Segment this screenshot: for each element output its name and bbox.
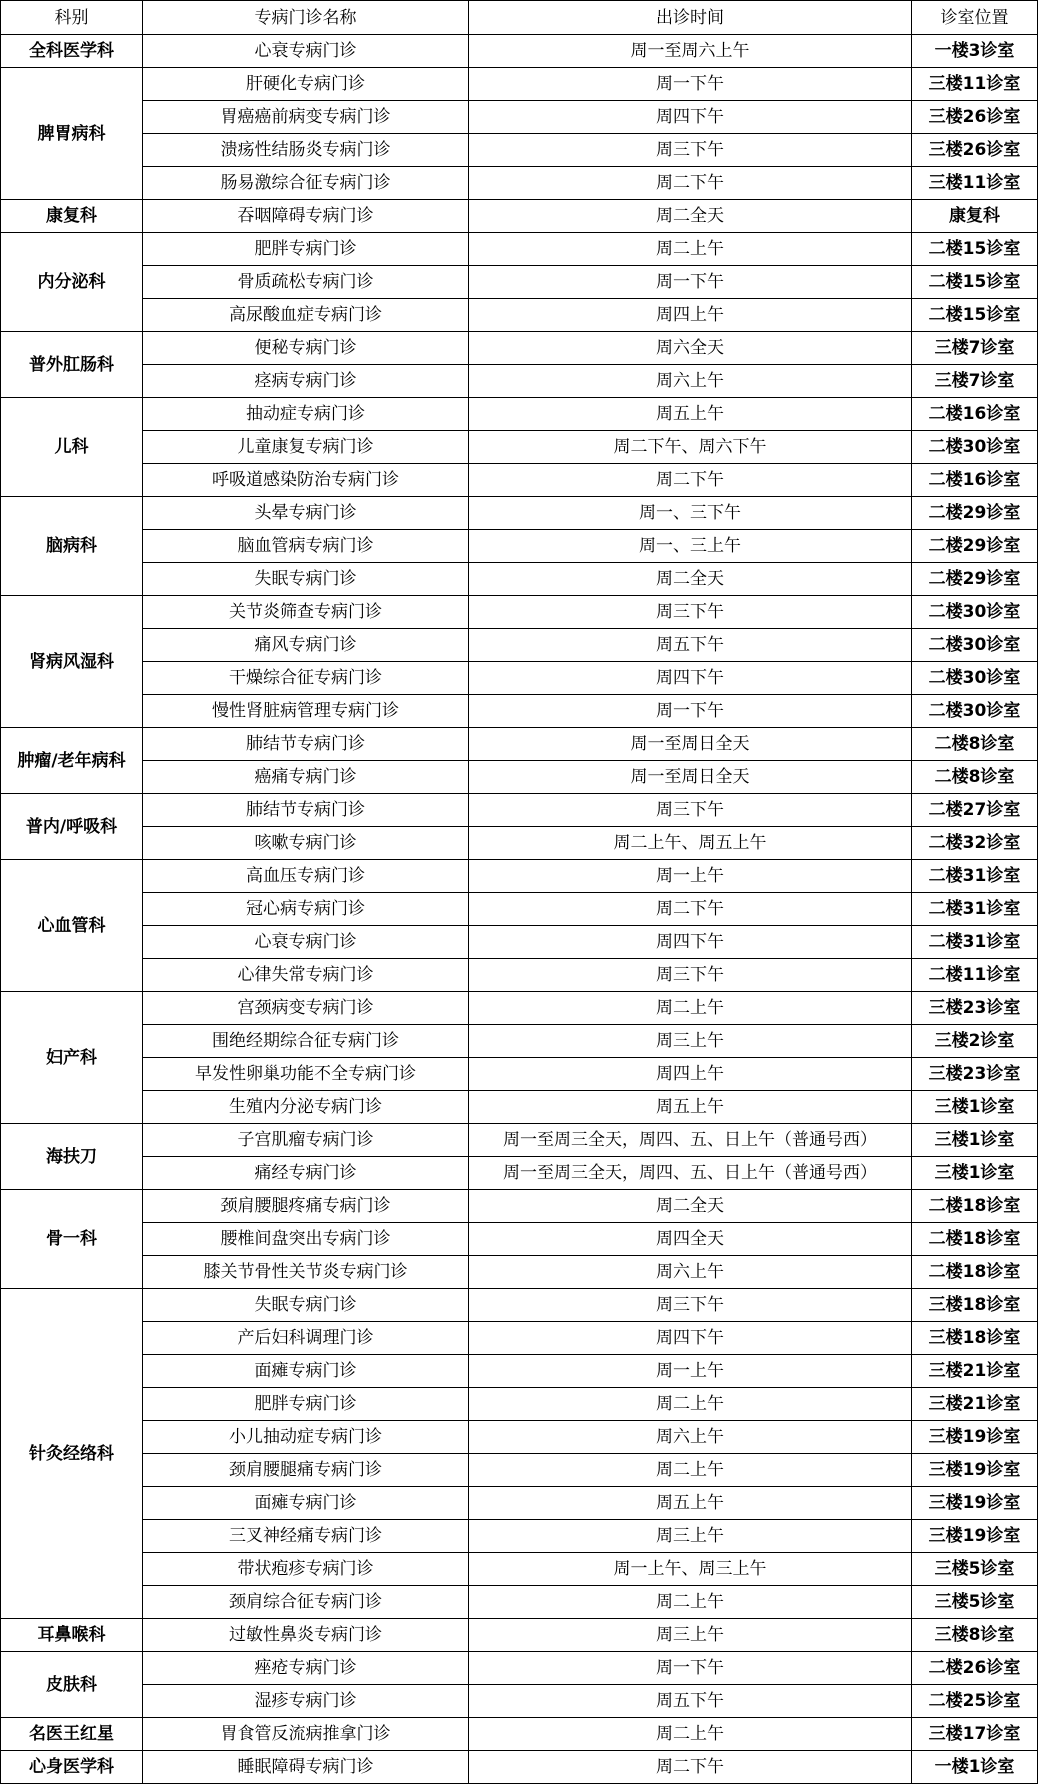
clinic-time-cell: 周二上午 [469, 992, 912, 1025]
clinic-time-cell: 周一下午 [469, 266, 912, 299]
clinic-name-cell: 失眠专病门诊 [143, 563, 469, 596]
department-cell: 海扶刀 [1, 1124, 143, 1190]
clinic-time-cell: 周六上午 [469, 1256, 912, 1289]
clinic-room-cell: 二楼16诊室 [912, 398, 1038, 431]
clinic-name-cell: 溃疡性结肠炎专病门诊 [143, 134, 469, 167]
clinic-name-cell: 肝硬化专病门诊 [143, 68, 469, 101]
clinic-time-cell: 周一下午 [469, 695, 912, 728]
clinic-time-cell: 周五上午 [469, 398, 912, 431]
clinic-room-cell: 二楼31诊室 [912, 860, 1038, 893]
clinic-name-cell: 咳嗽专病门诊 [143, 827, 469, 860]
table-row [1, 1487, 1038, 1520]
clinic-room-cell: 二楼29诊室 [912, 497, 1038, 530]
table-row [1, 827, 1038, 860]
clinic-name-cell: 膝关节骨性关节炎专病门诊 [143, 1256, 469, 1289]
clinic-time-cell: 周五下午 [469, 629, 912, 662]
table-row [1, 68, 1038, 101]
clinic-room-cell: 三楼21诊室 [912, 1388, 1038, 1421]
table-row [1, 398, 1038, 431]
table-row [1, 1454, 1038, 1487]
department-cell: 脑病科 [1, 497, 143, 596]
clinic-room-cell: 二楼32诊室 [912, 827, 1038, 860]
table-row [1, 1223, 1038, 1256]
clinic-time-cell: 周五下午 [469, 1685, 912, 1718]
clinic-room-cell: 三楼11诊室 [912, 167, 1038, 200]
clinic-time-cell: 周三下午 [469, 1289, 912, 1322]
table-row [1, 266, 1038, 299]
header-clinic: 专病门诊名称 [143, 1, 469, 35]
clinic-room-cell: 三楼1诊室 [912, 1091, 1038, 1124]
clinic-room-cell: 二楼31诊室 [912, 926, 1038, 959]
clinic-name-cell: 小儿抽动症专病门诊 [143, 1421, 469, 1454]
clinic-name-cell: 肥胖专病门诊 [143, 233, 469, 266]
clinic-time-cell: 周三下午 [469, 794, 912, 827]
clinic-room-cell: 二楼15诊室 [912, 299, 1038, 332]
clinic-name-cell: 慢性肾脏病管理专病门诊 [143, 695, 469, 728]
department-cell: 心身医学科 [1, 1751, 143, 1784]
clinic-time-cell: 周二上午 [469, 1586, 912, 1619]
clinic-name-cell: 脑血管病专病门诊 [143, 530, 469, 563]
clinic-name-cell: 三叉神经痛专病门诊 [143, 1520, 469, 1553]
clinic-time-cell: 周四上午 [469, 1058, 912, 1091]
clinic-time-cell: 周六上午 [469, 365, 912, 398]
table-row [1, 233, 1038, 266]
table-row [1, 1322, 1038, 1355]
clinic-name-cell: 失眠专病门诊 [143, 1289, 469, 1322]
table-row [1, 1190, 1038, 1223]
department-cell: 妇产科 [1, 992, 143, 1124]
table-row [1, 497, 1038, 530]
clinic-name-cell: 关节炎筛查专病门诊 [143, 596, 469, 629]
clinic-name-cell: 围绝经期综合征专病门诊 [143, 1025, 469, 1058]
clinic-name-cell: 痛经专病门诊 [143, 1157, 469, 1190]
clinic-name-cell: 冠心病专病门诊 [143, 893, 469, 926]
clinic-room-cell: 二楼15诊室 [912, 266, 1038, 299]
clinic-time-cell: 周四下午 [469, 101, 912, 134]
table-row [1, 893, 1038, 926]
clinic-room-cell: 三楼2诊室 [912, 1025, 1038, 1058]
clinic-time-cell: 周二上午 [469, 233, 912, 266]
table-row [1, 134, 1038, 167]
clinic-room-cell: 三楼19诊室 [912, 1421, 1038, 1454]
clinic-time-cell: 周一上午 [469, 1355, 912, 1388]
department-cell: 心血管科 [1, 860, 143, 992]
clinic-name-cell: 早发性卵巢功能不全专病门诊 [143, 1058, 469, 1091]
clinic-name-cell: 肠易激综合征专病门诊 [143, 167, 469, 200]
clinic-name-cell: 带状疱疹专病门诊 [143, 1553, 469, 1586]
clinic-room-cell: 三楼26诊室 [912, 134, 1038, 167]
department-cell: 针灸经络科 [1, 1289, 143, 1619]
clinic-time-cell: 周二全天 [469, 200, 912, 233]
department-cell: 全科医学科 [1, 35, 143, 68]
clinic-time-cell: 周三上午 [469, 1025, 912, 1058]
department-cell: 肾病风湿科 [1, 596, 143, 728]
clinic-room-cell: 三楼1诊室 [912, 1124, 1038, 1157]
clinic-room-cell: 二楼16诊室 [912, 464, 1038, 497]
table-row [1, 662, 1038, 695]
clinic-room-cell: 三楼26诊室 [912, 101, 1038, 134]
clinic-room-cell: 三楼5诊室 [912, 1586, 1038, 1619]
clinic-room-cell: 二楼26诊室 [912, 1652, 1038, 1685]
table-row [1, 365, 1038, 398]
table-row [1, 563, 1038, 596]
clinic-room-cell: 三楼21诊室 [912, 1355, 1038, 1388]
clinic-room-cell: 二楼8诊室 [912, 728, 1038, 761]
clinic-time-cell: 周六全天 [469, 332, 912, 365]
clinic-name-cell: 骨质疏松专病门诊 [143, 266, 469, 299]
clinic-time-cell: 周二全天 [469, 1190, 912, 1223]
clinic-room-cell: 三楼8诊室 [912, 1619, 1038, 1652]
table-row [1, 35, 1038, 68]
table-row [1, 299, 1038, 332]
department-cell: 耳鼻喉科 [1, 1619, 143, 1652]
department-cell: 皮肤科 [1, 1652, 143, 1718]
clinic-room-cell: 康复科 [912, 200, 1038, 233]
clinic-name-cell: 高血压专病门诊 [143, 860, 469, 893]
clinic-name-cell: 心衰专病门诊 [143, 35, 469, 68]
table-row [1, 1553, 1038, 1586]
clinic-room-cell: 二楼15诊室 [912, 233, 1038, 266]
clinic-time-cell: 周三上午 [469, 1619, 912, 1652]
clinic-name-cell: 腰椎间盘突出专病门诊 [143, 1223, 469, 1256]
table-row [1, 530, 1038, 563]
clinic-time-cell: 周二上午、周五上午 [469, 827, 912, 860]
table-row [1, 1619, 1038, 1652]
clinic-time-cell: 周四全天 [469, 1223, 912, 1256]
clinic-room-cell: 三楼5诊室 [912, 1553, 1038, 1586]
clinic-time-cell: 周二全天 [469, 563, 912, 596]
header-row [1, 1, 1038, 35]
clinic-room-cell: 二楼29诊室 [912, 530, 1038, 563]
clinic-room-cell: 一楼1诊室 [912, 1751, 1038, 1784]
clinic-name-cell: 吞咽障碍专病门诊 [143, 200, 469, 233]
clinic-name-cell: 宫颈病变专病门诊 [143, 992, 469, 1025]
department-cell: 儿科 [1, 398, 143, 497]
clinic-name-cell: 面瘫专病门诊 [143, 1355, 469, 1388]
clinic-name-cell: 面瘫专病门诊 [143, 1487, 469, 1520]
table-row [1, 1718, 1038, 1751]
department-cell: 骨一科 [1, 1190, 143, 1289]
clinic-room-cell: 二楼25诊室 [912, 1685, 1038, 1718]
table-row [1, 1091, 1038, 1124]
header-time: 出诊时间 [469, 1, 912, 35]
clinic-time-cell: 周一至周六上午 [469, 35, 912, 68]
table-row [1, 1520, 1038, 1553]
clinic-time-cell: 周二下午 [469, 893, 912, 926]
clinic-room-cell: 二楼27诊室 [912, 794, 1038, 827]
table-row [1, 1025, 1038, 1058]
clinic-room-cell: 三楼7诊室 [912, 365, 1038, 398]
clinic-name-cell: 子宫肌瘤专病门诊 [143, 1124, 469, 1157]
table-row [1, 200, 1038, 233]
clinic-room-cell: 三楼18诊室 [912, 1289, 1038, 1322]
table-row [1, 1388, 1038, 1421]
clinic-time-cell: 周二下午 [469, 1751, 912, 1784]
clinic-time-cell: 周二上午 [469, 1388, 912, 1421]
table-row [1, 1256, 1038, 1289]
table-row [1, 728, 1038, 761]
clinic-room-cell: 三楼18诊室 [912, 1322, 1038, 1355]
clinic-time-cell: 周一至周日全天 [469, 761, 912, 794]
clinic-room-cell: 三楼19诊室 [912, 1454, 1038, 1487]
table-row [1, 1355, 1038, 1388]
table-row [1, 992, 1038, 1025]
department-cell: 普外肛肠科 [1, 332, 143, 398]
clinic-time-cell: 周四下午 [469, 926, 912, 959]
clinic-time-cell: 周六上午 [469, 1421, 912, 1454]
department-cell: 普内/呼吸科 [1, 794, 143, 860]
clinic-name-cell: 过敏性鼻炎专病门诊 [143, 1619, 469, 1652]
department-cell: 名医王红星 [1, 1718, 143, 1751]
clinic-name-cell: 颈肩综合征专病门诊 [143, 1586, 469, 1619]
table-row [1, 332, 1038, 365]
table-row [1, 1124, 1038, 1157]
clinic-name-cell: 肥胖专病门诊 [143, 1388, 469, 1421]
clinic-time-cell: 周四下午 [469, 662, 912, 695]
clinic-time-cell: 周一至周日全天 [469, 728, 912, 761]
clinic-room-cell: 二楼8诊室 [912, 761, 1038, 794]
clinic-name-cell: 痛风专病门诊 [143, 629, 469, 662]
clinic-name-cell: 胃癌癌前病变专病门诊 [143, 101, 469, 134]
clinic-room-cell: 二楼30诊室 [912, 629, 1038, 662]
clinic-name-cell: 痤疮专病门诊 [143, 1652, 469, 1685]
clinic-time-cell: 周一下午 [469, 1652, 912, 1685]
clinic-room-cell: 二楼31诊室 [912, 893, 1038, 926]
table-row [1, 167, 1038, 200]
clinic-time-cell: 周五上午 [469, 1487, 912, 1520]
clinic-room-cell: 二楼30诊室 [912, 596, 1038, 629]
table-row [1, 860, 1038, 893]
clinic-time-cell: 周二下午、周六下午 [469, 431, 912, 464]
table-row [1, 695, 1038, 728]
clinic-name-cell: 儿童康复专病门诊 [143, 431, 469, 464]
table-row [1, 1652, 1038, 1685]
clinic-time-cell: 周一、三下午 [469, 497, 912, 530]
clinic-time-cell: 周一下午 [469, 68, 912, 101]
clinic-name-cell: 湿疹专病门诊 [143, 1685, 469, 1718]
department-cell: 康复科 [1, 200, 143, 233]
clinic-time-cell: 周一上午 [469, 860, 912, 893]
clinic-room-cell: 三楼1诊室 [912, 1157, 1038, 1190]
clinic-time-cell: 周五上午 [469, 1091, 912, 1124]
department-cell: 内分泌科 [1, 233, 143, 332]
clinic-time-cell: 周三下午 [469, 134, 912, 167]
clinic-room-cell: 二楼18诊室 [912, 1223, 1038, 1256]
table-row [1, 431, 1038, 464]
clinic-room-cell: 一楼3诊室 [912, 35, 1038, 68]
table-row [1, 1421, 1038, 1454]
table-row [1, 629, 1038, 662]
table-row [1, 464, 1038, 497]
table-row [1, 1289, 1038, 1322]
clinic-room-cell: 二楼30诊室 [912, 695, 1038, 728]
header-dept: 科别 [1, 1, 143, 35]
clinic-time-cell: 周二上午 [469, 1718, 912, 1751]
table-row [1, 1685, 1038, 1718]
header-room: 诊室位置 [912, 1, 1038, 35]
clinic-name-cell: 癌痛专病门诊 [143, 761, 469, 794]
clinic-time-cell: 周二下午 [469, 167, 912, 200]
clinic-name-cell: 头晕专病门诊 [143, 497, 469, 530]
clinic-name-cell: 干燥综合征专病门诊 [143, 662, 469, 695]
clinic-time-cell: 周一上午、周三上午 [469, 1553, 912, 1586]
clinic-room-cell: 三楼17诊室 [912, 1718, 1038, 1751]
clinic-name-cell: 抽动症专病门诊 [143, 398, 469, 431]
clinic-name-cell: 产后妇科调理门诊 [143, 1322, 469, 1355]
table-row [1, 959, 1038, 992]
clinic-time-cell: 周一至周三全天，周四、五、日上午（普通号西） [469, 1157, 912, 1190]
table-row [1, 794, 1038, 827]
clinic-name-cell: 肺结节专病门诊 [143, 794, 469, 827]
clinic-time-cell: 周三上午 [469, 1520, 912, 1553]
clinic-name-cell: 痉病专病门诊 [143, 365, 469, 398]
clinic-name-cell: 生殖内分泌专病门诊 [143, 1091, 469, 1124]
clinic-name-cell: 呼吸道感染防治专病门诊 [143, 464, 469, 497]
clinic-name-cell: 肺结节专病门诊 [143, 728, 469, 761]
clinic-room-cell: 三楼11诊室 [912, 68, 1038, 101]
clinic-name-cell: 心衰专病门诊 [143, 926, 469, 959]
clinic-room-cell: 三楼23诊室 [912, 1058, 1038, 1091]
clinic-room-cell: 三楼19诊室 [912, 1487, 1038, 1520]
clinic-time-cell: 周四下午 [469, 1322, 912, 1355]
table-row [1, 926, 1038, 959]
clinic-room-cell: 三楼7诊室 [912, 332, 1038, 365]
clinic-time-cell: 周三下午 [469, 959, 912, 992]
clinic-name-cell: 胃食管反流病推拿门诊 [143, 1718, 469, 1751]
table-row [1, 1058, 1038, 1091]
clinic-time-cell: 周四上午 [469, 299, 912, 332]
clinic-name-cell: 便秘专病门诊 [143, 332, 469, 365]
clinic-time-cell: 周二上午 [469, 1454, 912, 1487]
clinic-name-cell: 心律失常专病门诊 [143, 959, 469, 992]
clinic-room-cell: 二楼11诊室 [912, 959, 1038, 992]
department-cell: 脾胃病科 [1, 68, 143, 200]
table-row [1, 1751, 1038, 1784]
clinic-name-cell: 颈肩腰腿痛专病门诊 [143, 1454, 469, 1487]
schedule-body [1, 35, 1038, 1784]
department-cell: 肿瘤/老年病科 [1, 728, 143, 794]
clinic-time-cell: 周一至周三全天，周四、五、日上午（普通号西） [469, 1124, 912, 1157]
clinic-room-cell: 二楼29诊室 [912, 563, 1038, 596]
clinic-name-cell: 颈肩腰腿疼痛专病门诊 [143, 1190, 469, 1223]
clinic-room-cell: 二楼30诊室 [912, 431, 1038, 464]
clinic-time-cell: 周一、三上午 [469, 530, 912, 563]
clinic-name-cell: 睡眠障碍专病门诊 [143, 1751, 469, 1784]
clinic-room-cell: 三楼19诊室 [912, 1520, 1038, 1553]
clinic-name-cell: 高尿酸血症专病门诊 [143, 299, 469, 332]
clinic-time-cell: 周二下午 [469, 464, 912, 497]
table-row [1, 1586, 1038, 1619]
clinic-room-cell: 三楼23诊室 [912, 992, 1038, 1025]
clinic-room-cell: 二楼18诊室 [912, 1190, 1038, 1223]
clinic-time-cell: 周三下午 [469, 596, 912, 629]
table-row [1, 761, 1038, 794]
table-row [1, 596, 1038, 629]
clinic-room-cell: 二楼18诊室 [912, 1256, 1038, 1289]
clinic-room-cell: 二楼30诊室 [912, 662, 1038, 695]
table-row [1, 1157, 1038, 1190]
table-row [1, 101, 1038, 134]
